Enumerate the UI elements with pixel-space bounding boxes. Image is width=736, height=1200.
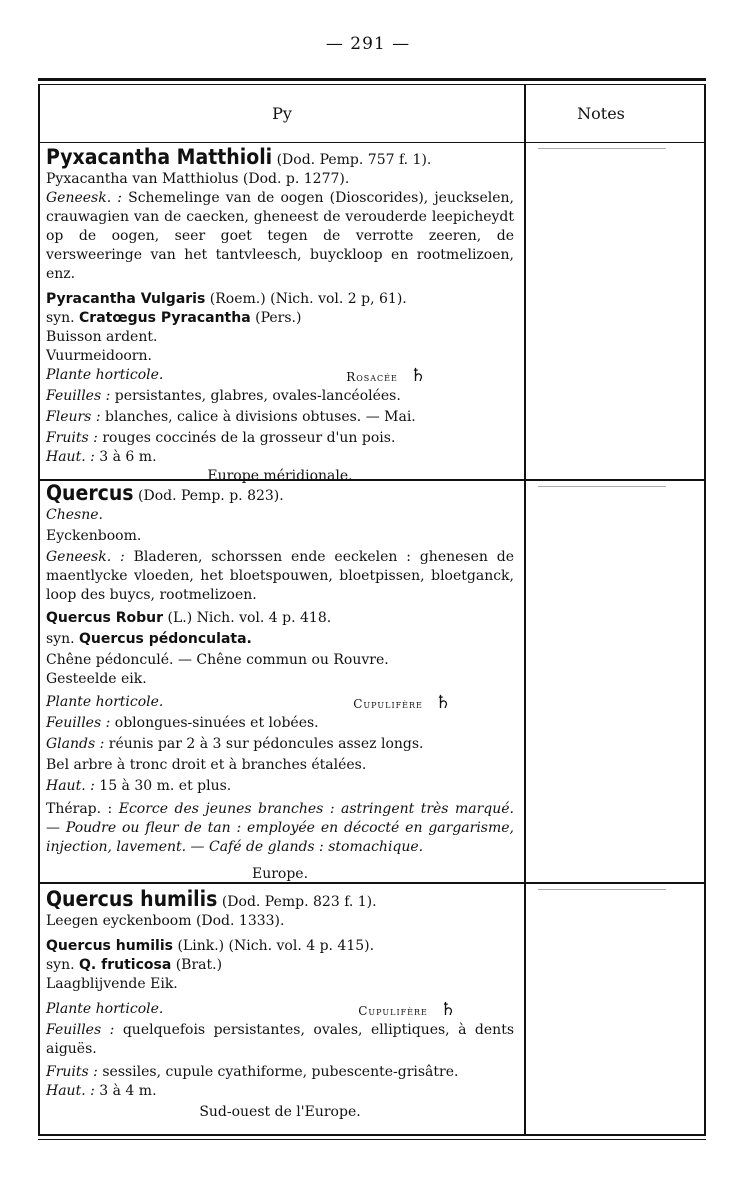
synonym-ref-2: (Brat.) [175,957,223,973]
family-name: Rosacée [346,370,398,384]
syn-prefix: syn. [46,957,75,973]
entry-title: Pyxacantha Matthioli [46,145,273,169]
haut-text: 15 à 30 m. et plus. [99,778,232,794]
common-name: Vuurmeidoorn. [46,348,152,364]
synonym-name: Pyracantha Vulgaris [46,291,206,307]
geneesk-label: Geneesk. : [46,549,125,565]
entry-quercus-humilis [46,887,515,1122]
syn-prefix: syn. [46,310,75,326]
table-bottom-rule-2 [38,1139,706,1140]
feuilles-label: Feuilles : [46,388,111,404]
synonym-name: Quercus humilis [46,938,173,954]
common-name: Gesteelde eik. [46,671,147,687]
geneesk-text: Bladeren, schorssen ende eeckelen : ghenesen de maentlycke vloeden, het bloetspouwen, bloetpissen, bloetganck, loop des buycs, rootmelizoen. [46,549,514,603]
haut-label: Haut. : [46,778,95,794]
entry-reference: (Dod. Pemp. p. 823). [138,488,284,504]
synonym-ref-2: (Pers.) [255,310,302,326]
synonym-ref: (Link.) (Nich. vol. 4 p. 415). [177,938,375,954]
geneesk-label: Geneesk. : [46,190,122,206]
common-name: Laagblijvende Eik. [46,976,178,992]
fruits-text: sessiles, cupule cyathiforme, pubescente-grisâtre. [102,1064,459,1080]
description: Bel arbre à tronc droit et à branches étalées. [46,757,367,773]
page-number: — 291 — [325,34,411,54]
fruits-label: Fruits : [46,430,98,446]
fleurs-label: Fleurs : [46,409,101,425]
haut-label: Haut. : [46,449,95,465]
synonym-name-2: Cratœgus Pyracantha [79,310,251,326]
haut-text: 3 à 6 m. [99,449,157,465]
region: Sud-ouest de l'Europe. [199,1104,361,1120]
glands-text: réunis par 2 à 3 sur pédoncules assez longs. [108,736,424,752]
table-left-rule [38,84,40,1136]
entry-line: Chesne. [46,507,103,523]
notes-rule [538,889,666,890]
column-header-py: Py [272,104,292,123]
entry-pyxacantha [46,145,514,486]
region: Europe méridionale. [207,468,353,484]
feuilles-text: oblongues-sinuées et lobées. [114,715,319,731]
haut-text: 3 à 4 m. [99,1083,157,1099]
notes-rule [538,486,666,487]
synonym-name-2: Quercus pédonculata. [79,631,252,647]
common-name: Buisson ardent. [46,329,158,345]
entry-line: Leegen eyckenboom (Dod. 1333). [46,913,285,929]
region: Europe. [251,866,309,882]
entry-line: Pyxacantha van Matthiolus (Dod. p. 1277). [46,171,350,187]
glands-label: Glands : [46,736,105,752]
entry-title: Quercus [46,481,134,505]
entry-line: Eyckenboom. [46,528,142,544]
plante-horticole: Plante horticole. [46,367,164,383]
saturn-symbol-icon: ♄ [439,999,456,1020]
entry-title: Quercus humilis [46,887,218,911]
syn-prefix: syn. [46,631,75,647]
entry-reference: (Dod. Pemp. 823 f. 1). [221,894,377,910]
saturn-symbol-icon: ♄ [434,692,451,713]
therap-text: Ecorce des jeunes branches : astringent très marqué. — Poudre ou fleur de tan : employée en décocté en gargarisme, injection, lavement. — Café de glands : stomachique. [46,801,514,855]
table-bottom-rule [38,1134,706,1136]
synonym-ref: (Roem.) (Nich. vol. 2 p, 61). [209,291,407,307]
table-right-rule [704,84,706,1136]
column-header-notes: Notes [577,104,625,123]
plante-horticole: Plante horticole. [46,1001,164,1017]
haut-label: Haut. : [46,1083,95,1099]
family-name: Cupulifère [358,1004,428,1018]
plante-horticole: Plante horticole. [46,694,164,710]
family-name: Cupulifère [353,697,423,711]
feuilles-label: Feuilles : [46,1022,115,1038]
entry-reference: (Dod. Pemp. 757 f. 1). [276,152,432,168]
column-divider [524,84,526,1136]
geneesk-text: Schemelinge van de oogen (Dioscorides), jeuckselen, crauwagien van de caecken, gheneest de verouderde leepicheydt op de oogen, seer goet tegen de verrotte zeeren, de versweeringe van het tantvleesch, buyckloop en rootmelizoen, enz. [46,190,514,282]
table-top-rule [38,78,706,81]
feuilles-label: Feuilles : [46,715,111,731]
synonym-name: Quercus Robur [46,610,164,626]
saturn-symbol-icon: ♄ [409,365,426,386]
entry-quercus [46,481,514,884]
table-top-rule-2 [38,84,706,85]
therap-label: Thérap. : [46,801,113,817]
feuilles-text: persistantes, glabres, ovales-lancéolées. [114,388,401,404]
common-name: Chêne pédonculé. — Chêne commun ou Rouvre. [46,652,389,668]
fleurs-text: blanches, calice à divisions obtuses. — Mai. [105,409,416,425]
fruits-text: rouges coccinés de la grosseur d'un pois. [102,430,396,446]
fruits-label: Fruits : [46,1064,98,1080]
synonym-ref: (L.) Nich. vol. 4 p. 418. [167,610,332,626]
synonym-name-2: Q. fruticosa [79,957,172,973]
feuilles-text: quelquefois persistantes, ovales, elliptiques, à dents aiguës. [46,1022,515,1057]
notes-rule [538,148,666,149]
header-rule [38,142,706,143]
